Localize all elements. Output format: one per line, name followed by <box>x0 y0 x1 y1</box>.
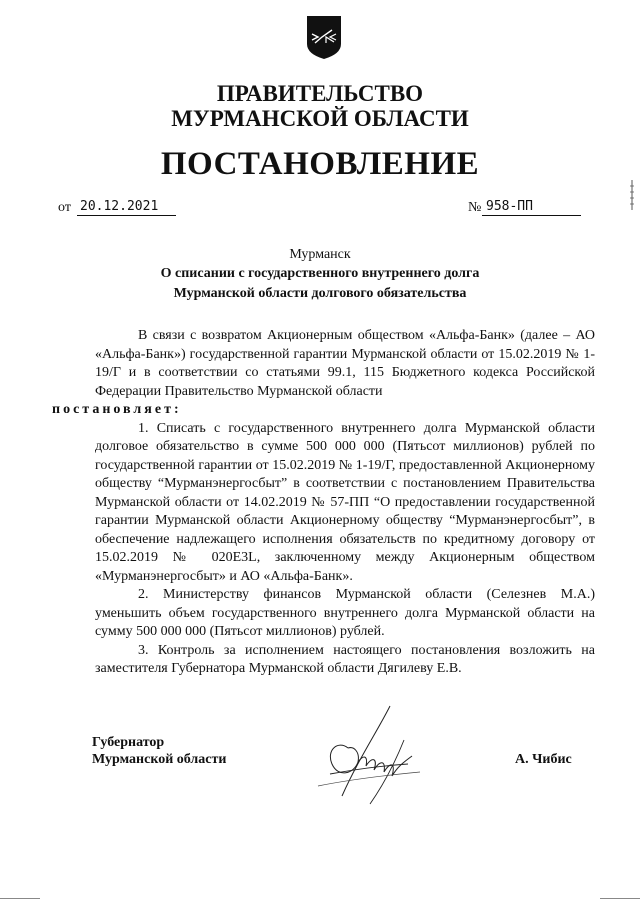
signatory-name: А. Чибис <box>515 752 572 767</box>
document-body <box>52 327 595 679</box>
document-date: 20.12.2021 <box>77 199 176 216</box>
paragraph-3: 3. Контроль за исполнением настоящего постановления возложить на заместителя Губернатора Мурманской области Дягилеву Е.В. <box>95 642 595 676</box>
document-type-title: ПОСТАНОВЛЕНИЕ <box>160 146 480 182</box>
intro-paragraph <box>52 327 595 420</box>
decree-word: постановляет: <box>52 402 182 417</box>
org-name-line2: МУРМАНСКОЙ ОБЛАСТИ <box>171 106 469 131</box>
paragraph-2: 2. Министерству финансов Мурманской области (Селезнев М.А.) уменьшить объем государственного внутреннего долга Мурманской области на сумму 500 000 000 (Пятьсот миллионов) рублей. <box>95 587 595 639</box>
subject-line2: Мурманской области долгового обязательства <box>173 286 467 301</box>
subject-line1: О списании с государственного внутреннего долга <box>160 266 480 281</box>
date-label: от <box>58 200 71 215</box>
org-name-line1: ПРАВИТЕЛЬСТВО <box>216 81 424 106</box>
scan-margin-mark <box>628 178 636 212</box>
signatory-title-line2: Мурманской области <box>92 752 227 767</box>
footer-rule-right <box>600 898 640 899</box>
paragraph-1: 1. Списать с государственного внутреннего долга Мурманской области долговое обязательство в сумме 500 000 000 (Пятьсот миллионов) рублей по государственной гарантии от 15.02.2019 № 1-19/Г, предоставленной Акционерному обществу “Мурманэнергосбыт” в соответствии с постановлением Правительства Мурманской области от 14.02.2019 № 57-ПП “О предоставлении государственной гарантии Мурманской области Акционерному обществу “Мурманэнергосбыт”, в обеспечение надлежащего исполнения обязательств по кредитному договору от 15.02.2019 № 020E3L, заключенному между Акционерным обществом «Мурманэнергосбыт» и АО «Альфа-Банк». <box>95 420 595 584</box>
document-subject <box>0 264 640 304</box>
handwritten-signature <box>308 700 428 810</box>
city-name: Мурманск <box>289 247 351 262</box>
number-label: № <box>468 200 482 215</box>
coat-of-arms-icon <box>304 14 344 60</box>
signatory-title-line1: Губернатор <box>92 735 165 750</box>
document-number: 958-ПП <box>482 199 581 216</box>
signatory-title <box>92 734 226 768</box>
footer-rule-left <box>0 898 40 899</box>
intro-text: В связи с возвратом Акционерным обществом «Альфа-Банк» (далее – АО «Альфа-Банк») государственной гарантии Мурманской области от 15.02.2019 № 1-19/Г и в соответствии со статьями 99.1, 115 Бюджетного кодекса Российской Федерации Правительство Мурманской области <box>95 328 595 399</box>
